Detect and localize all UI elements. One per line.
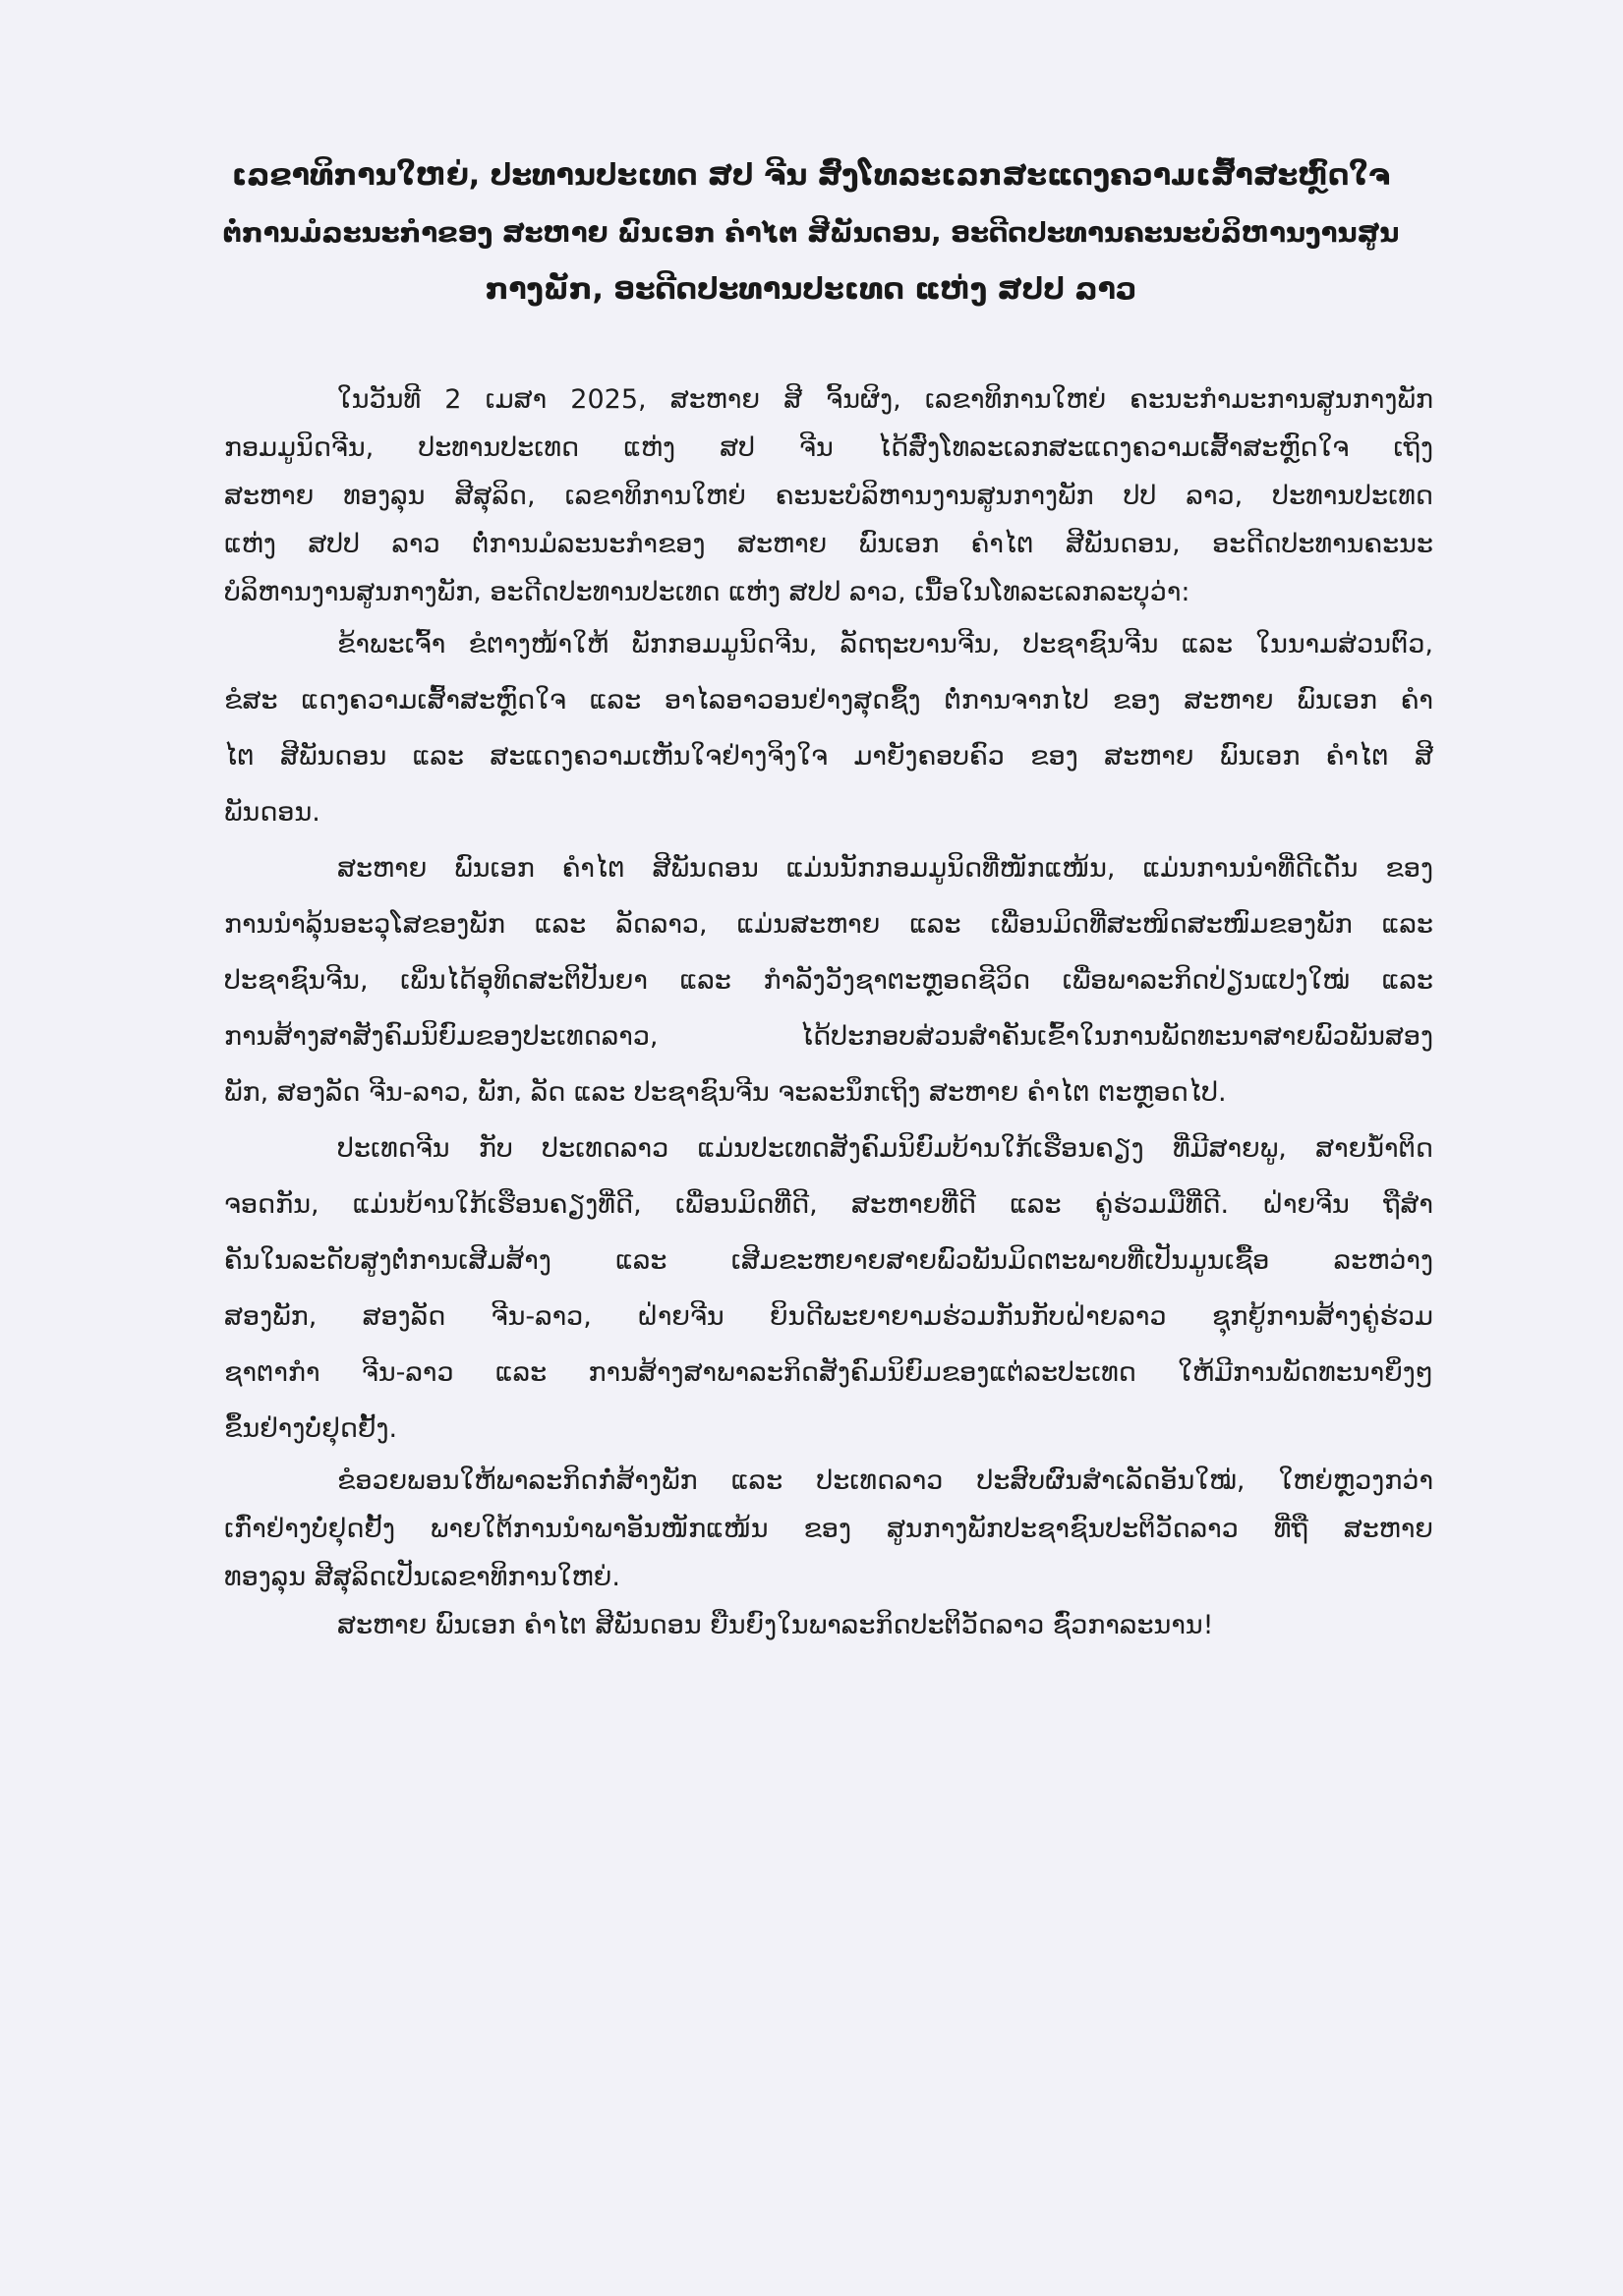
text-line: ຊາຕາກຳ ຈີນ-ລາວ ແລະ ການສ້າງສາພາລະກິດສັງຄົມນິຍົມຂອງແຕ່ລະປະເທດ ໃຫ້ມີການພັດທະນາຍິ່ງໆ	[224, 1357, 1433, 1388]
text-line: ບໍລິຫານງານສູນກາງພັກ, ອະດີດປະທານປະເທດ ແຫ່ງ ສປປ ລາວ, ເນື້ອໃນໂທລະເລກລະບຸວ່າ:	[224, 577, 1190, 607]
text-line: ປະເທດຈີນ ກັບ ປະເທດລາວ ແມ່ນປະເທດສັງຄົມນິຍົມບ້ານໃກ້ເຮືອນຄຽງ ທີ່ມີສາຍພູ, ສາຍນ້ຳຕິດ	[337, 1133, 1433, 1164]
text-line: ກອມມູນິດຈີນ, ປະທານປະເທດ ແຫ່ງ ສປ ຈີນ ໄດ້ສົ່ງໂທລະເລກສະແດງຄວາມເສົ້າສະຫຼົດໃຈ ເຖິງ	[224, 432, 1433, 463]
text-line: ພັນດອນ.	[224, 797, 320, 828]
text-line: ພັກ, ສອງລັດ ຈີນ-ລາວ, ພັກ, ລັດ ແລະ ປະຊາຊົນຈີນ ຈະລະນຶກເຖິງ ສະຫາຍ ຄຳໄຕ ຕະຫຼອດໄປ.	[224, 1077, 1227, 1108]
closing-paragraph	[224, 1601, 1433, 1649]
closing-line: ສະຫາຍ ພົນເອກ ຄຳໄຕ ສີພັນດອນ ຍືນຍົງໃນພາລະກິດປະຕິວັດລາວ ຊົ່ວກາລະນານ!	[337, 1610, 1214, 1640]
paragraph-5	[224, 1457, 1433, 1601]
paragraph-3	[224, 840, 1433, 1120]
text-line: ຈອດກັນ, ແມ່ນບ້ານໃກ້ເຮືອນຄຽງທີ່ດີ, ເພື່ອນມິດທີ່ດີ, ສະຫາຍທີ່ດີ ແລະ ຄູ່ຮ່ວມມືທີ່ດີ. ຝ່າຍຈີນ ຖືສຳ	[224, 1189, 1433, 1220]
text-line: ການສ້າງສາສັງຄົມນິຍົມຂອງປະເທດລາວ, ໄດ້ປະກອບສ່ວນສຳຄັນເຂົ້າໃນການພັດທະນາສາຍພົວພັນສອງ	[224, 1021, 1433, 1052]
paragraph-2	[224, 616, 1433, 840]
text-line: ໃນວັນທີ 2 ເມສາ 2025, ສະຫາຍ ສີ ຈິ້ນຜິງ, ເລຂາທິການໃຫຍ່ ຄະນະກຳມະການສູນກາງພັກ	[337, 384, 1433, 415]
text-line: ສະຫາຍ ທອງລຸນ ສີສຸລິດ, ເລຂາທິການໃຫຍ່ ຄະນະບໍລິຫານງານສູນກາງພັກ ປປ ລາວ, ປະທານປະເທດ	[224, 481, 1433, 511]
text-line: ແຫ່ງ ສປປ ລາວ ຕໍ່ການມໍລະນະກຳຂອງ ສະຫາຍ ພົນເອກ ຄຳໄຕ ສີພັນດອນ, ອະດີດປະທານຄະນະ	[224, 529, 1433, 559]
title-line: ເລຂາທິການໃຫຍ່, ປະທານປະເທດ ສປ ຈີນ ສົ່ງໂທລະເລກສະແດງຄວາມເສົ້າສະຫຼົດໃຈ	[231, 158, 1391, 193]
text-line: ການນຳລຸ້ນອະວຸໂສຂອງພັກ ແລະ ລັດລາວ, ແມ່ນສະຫາຍ ແລະ ເພື່ອນມິດທີ່ສະໜິດສະໜົມຂອງພັກ ແລະ	[224, 909, 1433, 940]
text-line: ປະຊາຊົນຈີນ, ເພິ່ນໄດ້ອຸທິດສະຕິປັນຍາ ແລະ ກຳລັງວັງຊາຕະຫຼອດຊີວິດ ເພື່ອພາລະກິດປ່ຽນແປງໃໝ່ ແລະ	[224, 965, 1433, 996]
document-title	[216, 147, 1406, 318]
title-line: ກາງພັກ, ອະດີດປະທານປະເທດ ແຫ່ງ ສປປ ລາວ	[485, 272, 1137, 307]
text-line: ເກົ່າຢ່າງບໍ່ຢຸດຢັ້ງ ພາຍໃຕ້ການນຳພາອັນໜັກແໜ້ນ ຂອງ ສູນກາງພັກປະຊາຊົນປະຕິວັດລາວ ທີ່ຖື ສະຫາຍ	[224, 1514, 1433, 1544]
paragraph-1	[224, 375, 1433, 616]
document-body	[224, 375, 1433, 1649]
text-line: ຄັນໃນລະດັບສູງຕໍ່ການເສີມສ້າງ ແລະ ເສີມຂະຫຍາຍສາຍພົວພັນມິດຕະພາບທີ່ເປັນມູນເຊື້ອ ລະຫວ່າງ	[224, 1245, 1433, 1276]
text-line: ສອງພັກ, ສອງລັດ ຈີນ-ລາວ, ຝ່າຍຈີນ ຍິນດີພະຍາຍາມຮ່ວມກັນກັບຝ່າຍລາວ ຊຸກຍູ້ການສ້າງຄູ່ຮ່ວມ	[224, 1301, 1433, 1332]
text-line: ຂໍອວຍພອນໃຫ້ພາລະກິດກໍ່ສ້າງພັກ ແລະ ປະເທດລາວ ປະສົບຜົນສຳເລັດອັນໃໝ່, ໃຫຍ່ຫຼວງກວ່າ	[337, 1465, 1433, 1496]
paragraph-4	[224, 1120, 1433, 1457]
text-line: ທອງລຸນ ສີສຸລິດເປັນເລຂາທິການໃຫຍ່.	[224, 1562, 620, 1592]
text-line: ຂ້າພະເຈົ້າ ຂໍຕາງໜ້າໃຫ້ ພັກກອມມູນິດຈີນ, ລັດຖະບານຈີນ, ປະຊາຊົນຈີນ ແລະ ໃນນາມສ່ວນຕົວ,	[337, 629, 1433, 660]
text-line: ສະຫາຍ ພົນເອກ ຄຳໄຕ ສີພັນດອນ ແມ່ນນັກກອມມູນິດທີ່ໜັກແໜ້ນ, ແມ່ນການນຳທີ່ດີເດັ່ນ ຂອງ	[337, 853, 1433, 884]
text-line: ຂຶ້ນຢ່າງບໍ່ຢຸດຢັ້ງ.	[224, 1413, 398, 1444]
text-line: ໄຕ ສີພັນດອນ ແລະ ສະແດງຄວາມເຫັນໃຈຢ່າງຈິງໃຈ ມາຍັງຄອບຄົວ ຂອງ ສະຫາຍ ພົນເອກ ຄຳໄຕ ສີ	[224, 741, 1433, 772]
title-line: ຕໍ່ການມໍລະນະກຳຂອງ ສະຫາຍ ພົນເອກ ຄຳໄຕ ສີພັນດອນ, ອະດີດປະທານຄະນະບໍລິຫານງານສູນ	[222, 217, 1400, 249]
text-line: ຂໍສະ ແດງຄວາມເສົ້າສະຫຼົດໃຈ ແລະ ອາໄລອາວອນຢ່າງສຸດຊຶ້ງ ຕໍ່ການຈາກໄປ ຂອງ ສະຫາຍ ພົນເອກ ຄຳ	[224, 685, 1433, 716]
